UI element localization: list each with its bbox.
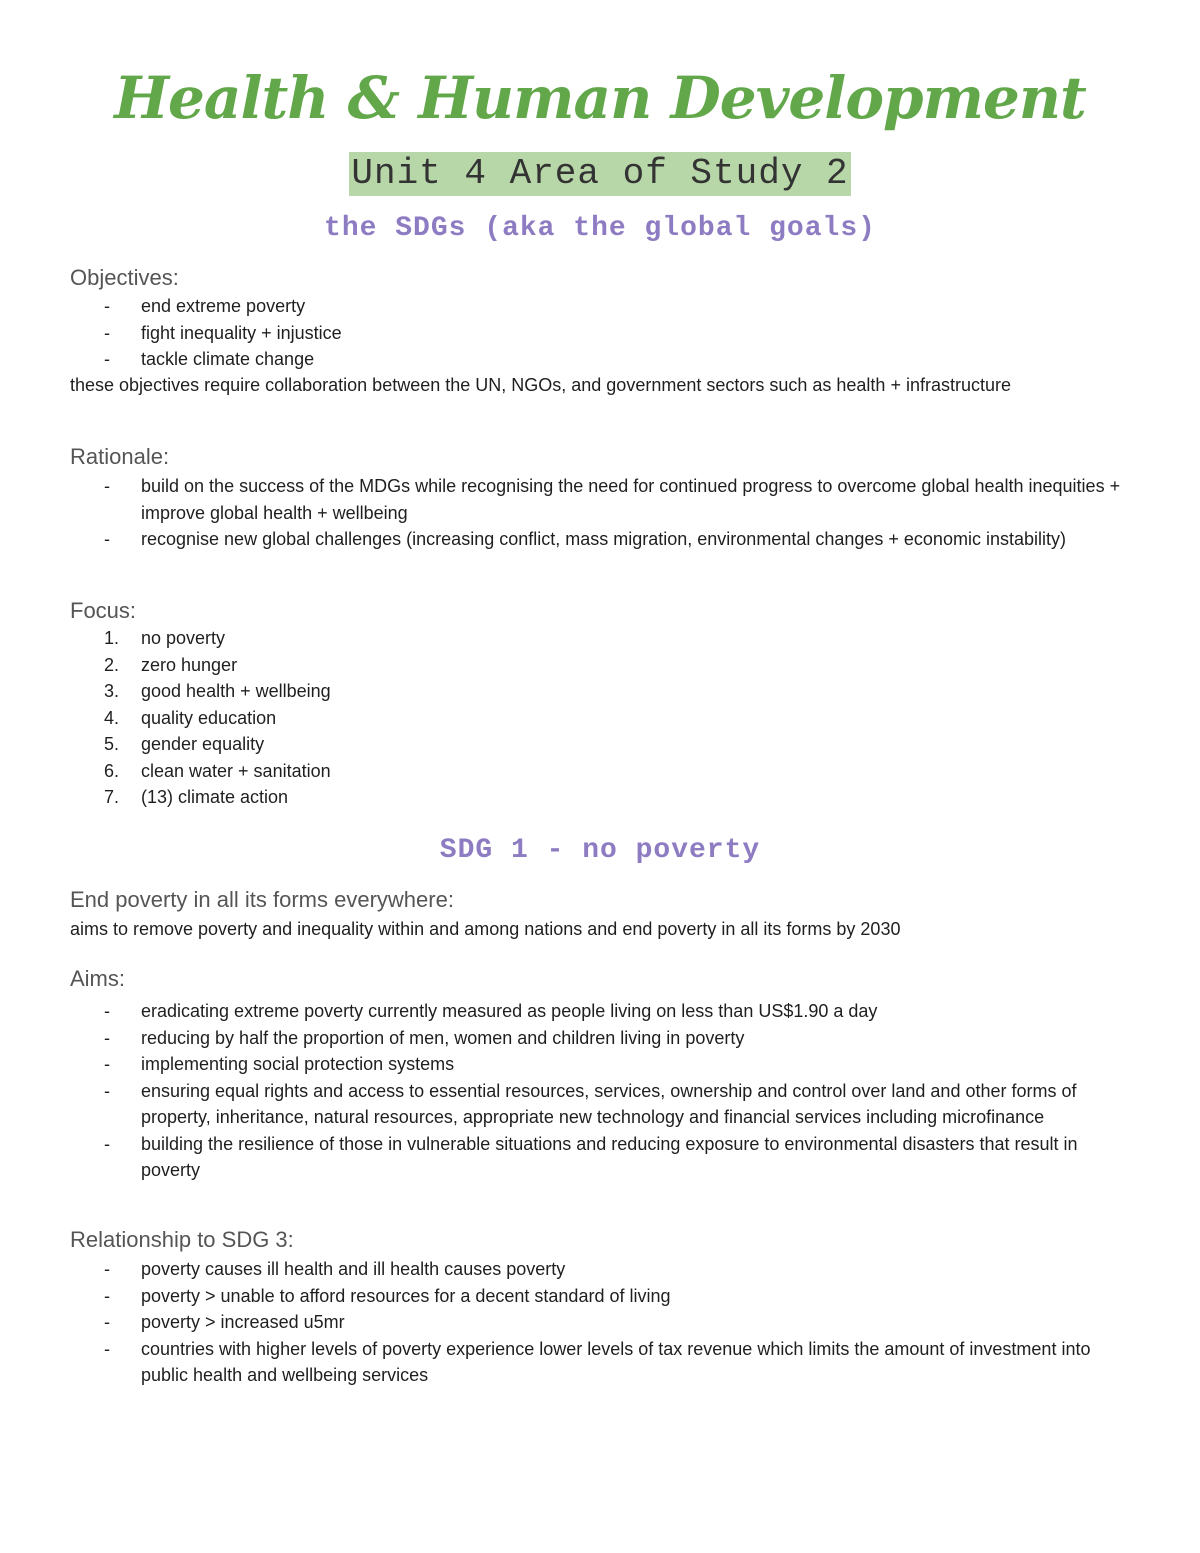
list-item-text: end extreme poverty xyxy=(141,296,306,316)
aims-list xyxy=(70,998,1140,1184)
bullet-marker: - xyxy=(104,476,110,496)
list-item-text: poverty causes ill health and ill health causes poverty xyxy=(141,1259,566,1279)
bullet-marker: - xyxy=(104,1312,110,1332)
list-item xyxy=(70,320,1140,347)
bullet-marker: - xyxy=(104,1259,110,1279)
list-item-text: no poverty xyxy=(141,628,226,648)
list-item-text: eradicating extreme poverty currently measured as people living on less than US$1.90 a day xyxy=(141,1001,878,1021)
list-item xyxy=(70,784,1140,811)
list-item-text: zero hunger xyxy=(141,654,238,675)
list-number: 3. xyxy=(104,681,120,701)
unit-label-wrap xyxy=(0,152,1200,196)
list-number: 4. xyxy=(104,707,120,728)
list-item-text: ensuring equal rights and access to essential resources, services, ownership and control over land and other forms of property, inheritance, natural resources, appropriate new technology and financial services including microfinance xyxy=(141,1080,1077,1127)
list-item-text: clean water + sanitation xyxy=(141,760,331,781)
focus-list xyxy=(70,625,1140,811)
bullet-marker: - xyxy=(104,296,110,316)
list-item xyxy=(70,1336,1140,1389)
focus-heading: Focus: xyxy=(70,598,137,623)
list-item xyxy=(70,1131,1140,1184)
bullet-marker: - xyxy=(104,1133,110,1154)
bullet-marker: - xyxy=(104,1027,110,1048)
list-number: 2. xyxy=(104,654,120,675)
list-item-text: countries with higher levels of poverty experience lower levels of tax revenue which limits the amount of investment into public health and wellbeing services xyxy=(141,1338,1091,1385)
list-item xyxy=(70,1078,1140,1131)
list-item xyxy=(70,1309,1140,1336)
end-poverty-text: aims to remove poverty and inequality within and among nations and end poverty in all its forms by 2030 xyxy=(70,919,901,939)
list-item-text: quality education xyxy=(141,707,277,728)
objectives-note: these objectives require collaboration between the UN, NGOs, and government sectors such as health + infrastructure xyxy=(70,375,1011,395)
rationale-list xyxy=(70,473,1140,553)
list-number: 1. xyxy=(104,628,120,648)
list-item-text: implementing social protection systems xyxy=(141,1054,455,1074)
relationship-list xyxy=(70,1256,1140,1389)
sdg1-title: SDG 1 - no poverty xyxy=(439,835,761,866)
relationship-heading: Relationship to SDG 3: xyxy=(70,1227,294,1252)
list-item xyxy=(70,1256,1140,1283)
list-item xyxy=(70,758,1140,785)
list-item-text: gender equality xyxy=(141,734,265,754)
list-item xyxy=(70,731,1140,758)
bullet-marker: - xyxy=(104,1080,110,1101)
list-item-text: poverty > unable to afford resources for a decent standard of living xyxy=(141,1285,671,1306)
bullet-marker: - xyxy=(104,1285,110,1306)
sdgs-subtitle: the SDGs (aka the global goals) xyxy=(324,213,876,244)
list-item-text: good health + wellbeing xyxy=(141,681,331,701)
list-item xyxy=(70,1283,1140,1310)
list-item xyxy=(70,473,1140,526)
bullet-marker: - xyxy=(104,349,110,369)
list-item xyxy=(70,652,1140,679)
bullet-marker: - xyxy=(104,529,110,549)
bullet-marker: - xyxy=(104,1054,110,1074)
list-item-text: reducing by half the proportion of men, women and children living in poverty xyxy=(141,1027,745,1048)
list-item xyxy=(70,526,1140,553)
list-number: 5. xyxy=(104,734,120,754)
list-item xyxy=(70,998,1140,1025)
objectives-list xyxy=(70,293,1140,373)
list-number: 7. xyxy=(104,787,120,807)
list-item xyxy=(70,1025,1140,1052)
list-item-text: tackle climate change xyxy=(141,349,315,369)
bullet-marker: - xyxy=(104,1001,110,1021)
unit-label: Unit 4 Area of Study 2 xyxy=(351,153,849,194)
list-item xyxy=(70,1051,1140,1078)
list-item-text: recognise new global challenges (increasing conflict, mass migration, environmental changes + economic instability) xyxy=(141,529,1066,549)
document-title: Health & Human Development xyxy=(114,64,1086,132)
end-poverty-heading: End poverty in all its forms everywhere: xyxy=(70,887,454,912)
list-item xyxy=(70,346,1140,373)
objectives-heading: Objectives: xyxy=(70,265,179,290)
list-item xyxy=(70,293,1140,320)
list-item-text: fight inequality + injustice xyxy=(141,322,342,343)
list-item-text: poverty > increased u5mr xyxy=(141,1312,345,1332)
list-item xyxy=(70,625,1140,652)
aims-heading: Aims: xyxy=(70,966,125,991)
list-item-text: (13) climate action xyxy=(141,787,289,807)
list-item-text: build on the success of the MDGs while recognising the need for continued progress to overcome global health inequities + improve global health + wellbeing xyxy=(141,476,1121,523)
list-item xyxy=(70,678,1140,705)
rationale-heading: Rationale: xyxy=(70,444,170,469)
list-number: 6. xyxy=(104,760,120,781)
list-item-text: building the resilience of those in vulnerable situations and reducing exposure to environmental disasters that result in poverty xyxy=(141,1133,1078,1180)
bullet-marker: - xyxy=(104,322,110,343)
list-item xyxy=(70,705,1140,732)
bullet-marker: - xyxy=(104,1338,110,1359)
